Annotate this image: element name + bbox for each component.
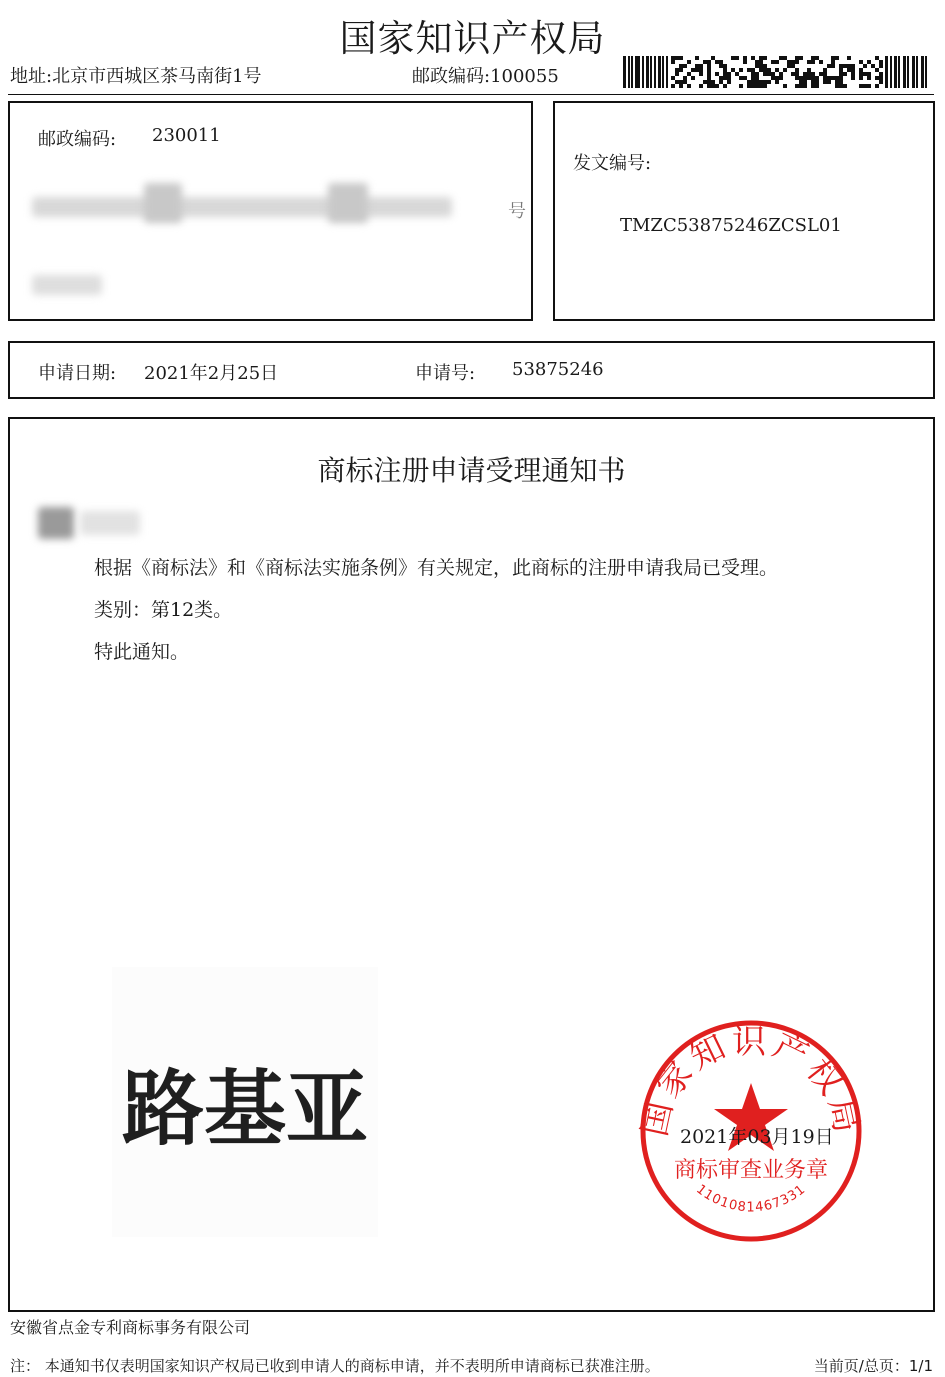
seal-code: 1101081467331 bbox=[693, 1181, 809, 1216]
application-date-value: 2021年2月25日 bbox=[144, 363, 279, 384]
application-number-value: 53875246 bbox=[512, 359, 604, 380]
trademark-image bbox=[112, 967, 378, 1237]
svg-text:1101081467331 bbox=[693, 1182, 809, 1215]
application-info-box bbox=[8, 341, 935, 399]
header-divider bbox=[8, 94, 934, 95]
seal-top-text: 国家知识产权局 bbox=[637, 1022, 865, 1140]
seal-bottom-text: 商标审查业务章 bbox=[673, 1158, 829, 1183]
recipient-box bbox=[8, 101, 533, 321]
document-number-value: TMZC53875246ZCSL01 bbox=[620, 215, 842, 236]
document-number-label: 发文编号: bbox=[573, 153, 652, 174]
notice-body-line-2: 类别：第12类。 bbox=[94, 599, 233, 621]
office-address: 地址:北京市西城区茶马南街1号 bbox=[10, 66, 262, 87]
notice-title: 商标注册申请受理通知书 bbox=[317, 454, 626, 487]
notice-box bbox=[8, 417, 935, 1312]
application-date-label: 申请日期: bbox=[38, 363, 117, 384]
recipient-postal-value: 230011 bbox=[152, 125, 221, 146]
recipient-postal-label: 邮政编码: bbox=[38, 129, 117, 150]
notice-body-line-3: 特此通知。 bbox=[94, 641, 190, 663]
trademark-text: 路基亚 bbox=[121, 1062, 369, 1157]
notice-body-line-1: 根据《商标法》和《商标法实施条例》有关规定，此商标的注册申请我局已受理。 bbox=[94, 557, 779, 579]
agency-name: 安徽省点金专利商标事务有限公司 bbox=[10, 1318, 251, 1337]
page-indicator: 当前页/总页：1/1 bbox=[813, 1357, 933, 1375]
recipient-address-suffix: 号 bbox=[508, 201, 526, 222]
office-postal-code: 邮政编码:100055 bbox=[412, 66, 559, 87]
notice-date: 2021年03月19日 bbox=[680, 1126, 834, 1148]
page-title: 国家知识产权局 bbox=[339, 17, 606, 60]
document-number-box bbox=[553, 101, 935, 321]
footer-note: 注： 本通知书仅表明国家知识产权局已收到申请人的商标申请，并不表明所申请商标已获准注册。 bbox=[10, 1357, 660, 1375]
application-number-label: 申请号: bbox=[415, 363, 476, 384]
barcode-image bbox=[623, 56, 929, 88]
